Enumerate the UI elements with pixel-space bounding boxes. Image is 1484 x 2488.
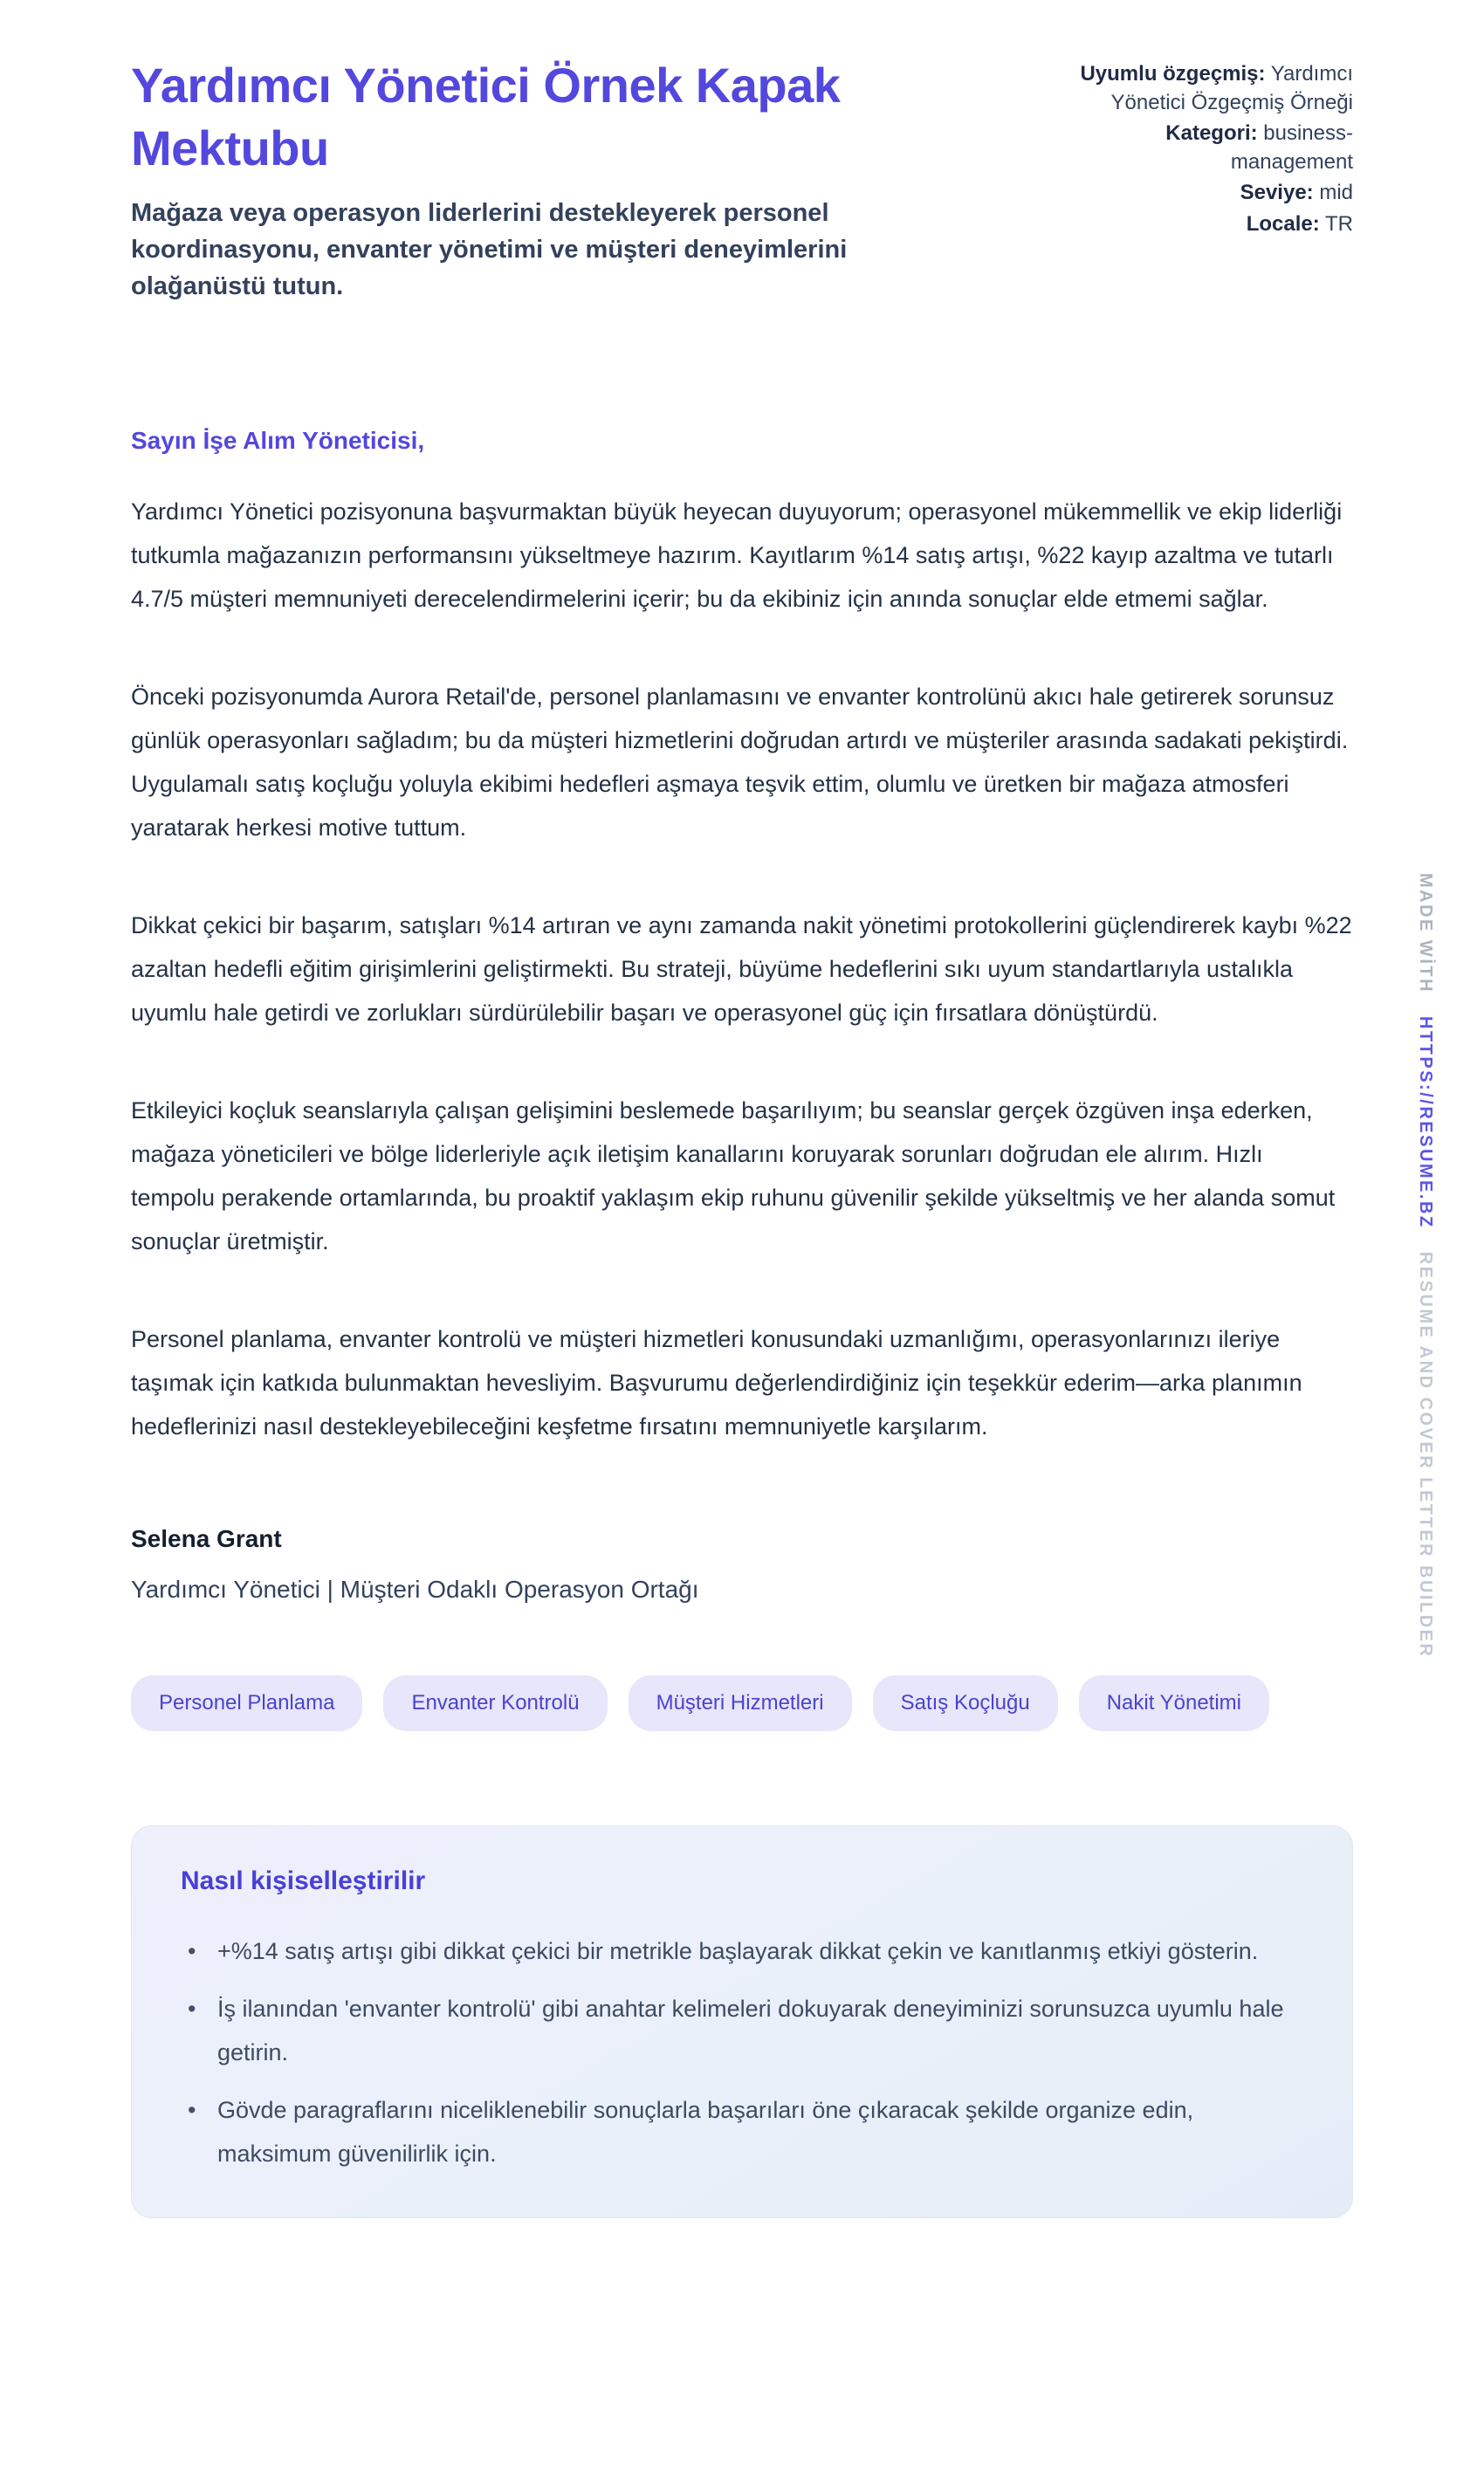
signature-role: Yardımcı Yönetici | Müşteri Odaklı Operasyon Ortağı [131,1576,699,1604]
tips-list [181,1929,1303,2175]
bullet-icon: • [188,1938,196,1965]
meta-resume-value[interactable]: Yardımcı Yönetici Özgeçmiş Örneği [1110,62,1353,115]
letter-body [131,427,1353,1604]
meta-level [1056,178,1353,207]
letter-paragraph: Önceki pozisyonumda Aurora Retail'de, personel planlamasını ve envanter kontrolünü akıcı hale getirerek sorunsuz günlük operasyonları sağladım; bu da müşteri hizmetlerini doğrudan artırdı ve müşteriler arasında sadakati pekiştirdi. Uygulamalı satış koçluğu yoluyla ekibimi hedefleri aşmaya teşvik ettim, olumlu ve üretken bir mağaza atmosferi yaratarak herkesi motive tuttum. [131,684,1349,842]
meta-resume-label: Uyumlu özgeçmiş: [1080,62,1266,86]
watermark-suffix: RESUME AND COVER LETTER BUILDER [1416,1251,1435,1659]
site-watermark [1415,873,1435,1658]
skill-tag: Nakit Yönetimi [1079,1675,1269,1731]
skill-tag: Satış Koçluğu [873,1675,1058,1731]
letter-paragraph: Dikkat çekici bir başarım, satışları %14 artıran ve aynı zamanda nakit yönetimi protokollerini güçlendirerek kaybı %22 azaltan hedefli eğitim girişimlerini geliştirmekti. Bu strateji, büyüme hedeflerini sıkı uyum standartlarıyla ustalıkla uyumlu hale getirdi ve zorlukları sürdürülebilir başarı ve operasyonel güç için fırsatlara dönüştürdü. [131,912,1352,1027]
watermark-made-with: MADE WİTH [1416,873,1435,994]
bullet-icon: • [188,1996,196,2023]
meta-level-value: mid [1319,181,1353,205]
meta-level-label: Seviye: [1240,181,1314,205]
header-title-block [131,54,1004,305]
page-title: Yardımcı Yönetici Örnek Kapak Mektubu [131,58,841,175]
meta-resume [1056,59,1353,117]
personalization-tips-box [131,1825,1353,2218]
header [131,54,1353,305]
meta-category-label: Kategori: [1165,121,1258,146]
tips-title: Nasıl kişiselleştirilir [181,1866,426,1896]
tip-item [181,1929,1289,1973]
skill-tag: Müşteri Hizmetleri [629,1675,852,1731]
letter-greeting: Sayın İşe Alım Yöneticisi, [131,427,425,455]
skill-tags-row [131,1675,1353,1731]
tip-item [181,1987,1289,2074]
meta-locale-value: TR [1325,211,1353,236]
meta-locale [1056,210,1353,238]
letter-paragraph: Etkileyici koçluk seanslarıyla çalışan gelişimini beslemede başarılıyım; bu seanslar gerçek özgüven inşa ederken, mağaza yöneticileri ve bölge liderleriyle açık iletişim kanallarını koruyarak sorunları doğrudan ele alırım. Hızlı tempolu perakende ortamlarında, bu proaktif yaklaşım ekip ruhunu güvenilir şekilde yükseltmiş ve her alanda somut sonuçlar üretmiştir. [131,1097,1336,1255]
meta-category [1056,119,1353,176]
signature-block [131,1525,1353,1604]
skill-tag: Personel Planlama [131,1675,362,1731]
tip-item [181,2088,1289,2175]
bullet-icon: • [188,2097,196,2124]
tip-text: +%14 satış artışı gibi dikkat çekici bir metrikle başlayarak dikkat çekin ve kanıtlanmış etkiyi gösterin. [217,1938,1259,1965]
skill-tag: Envanter Kontrolü [383,1675,607,1731]
letter-paragraph: Yardımcı Yönetici pozisyonuna başvurmaktan büyük heyecan duyuyorum; operasyonel mükemmellik ve ekip liderliği tutkumla mağazanızın performansını yükseltmeye hazırım. Kayıtlarım %14 satış artışı, %22 kayıp azaltma ve tutarlı 4.7/5 müşteri memnuniyeti derecelendirmelerini içerir; bu da ekibiniz için anında sonuçlar elde etmemi sağlar. [131,498,1343,613]
meta-category-value: business-management [1230,121,1353,175]
signature-name: Selena Grant [131,1525,282,1553]
letter-paragraph: Personel planlama, envanter kontrolü ve müşteri hizmetleri konusundaki uzmanlığımı, operasyonlarınızı ileriye taşımak için katkıda bulunmaktan hevesliyim. Başvurumu değerlendirdiğiniz için teşekkür ederim—arka planımın hedeflerinizi nasıl destekleyebileceğini keşfetme fırsatını memnuniyetle karşılarım. [131,1326,1302,1440]
watermark-site-link[interactable]: HTTPS://RESUME.BZ [1416,1016,1435,1229]
meta-panel [1056,59,1353,240]
meta-locale-label: Locale: [1246,211,1320,236]
tip-text: İş ilanından 'envanter kontrolü' gibi anahtar kelimeleri dokuyarak deneyiminizi sorunsuzca uyumlu hale getirin. [217,1996,1284,2066]
page-subtitle: Mağaza veya operasyon liderlerini destekleyerek personel koordinasyonu, envanter yönetimi ve müşteri deneyimlerini olağanüstü tutun. [131,199,848,301]
tip-text: Gövde paragraflarını niceliklenebilir sonuçlarla başarıları öne çıkaracak şekilde organize edin, maksimum güvenilirlik için. [217,2097,1194,2168]
